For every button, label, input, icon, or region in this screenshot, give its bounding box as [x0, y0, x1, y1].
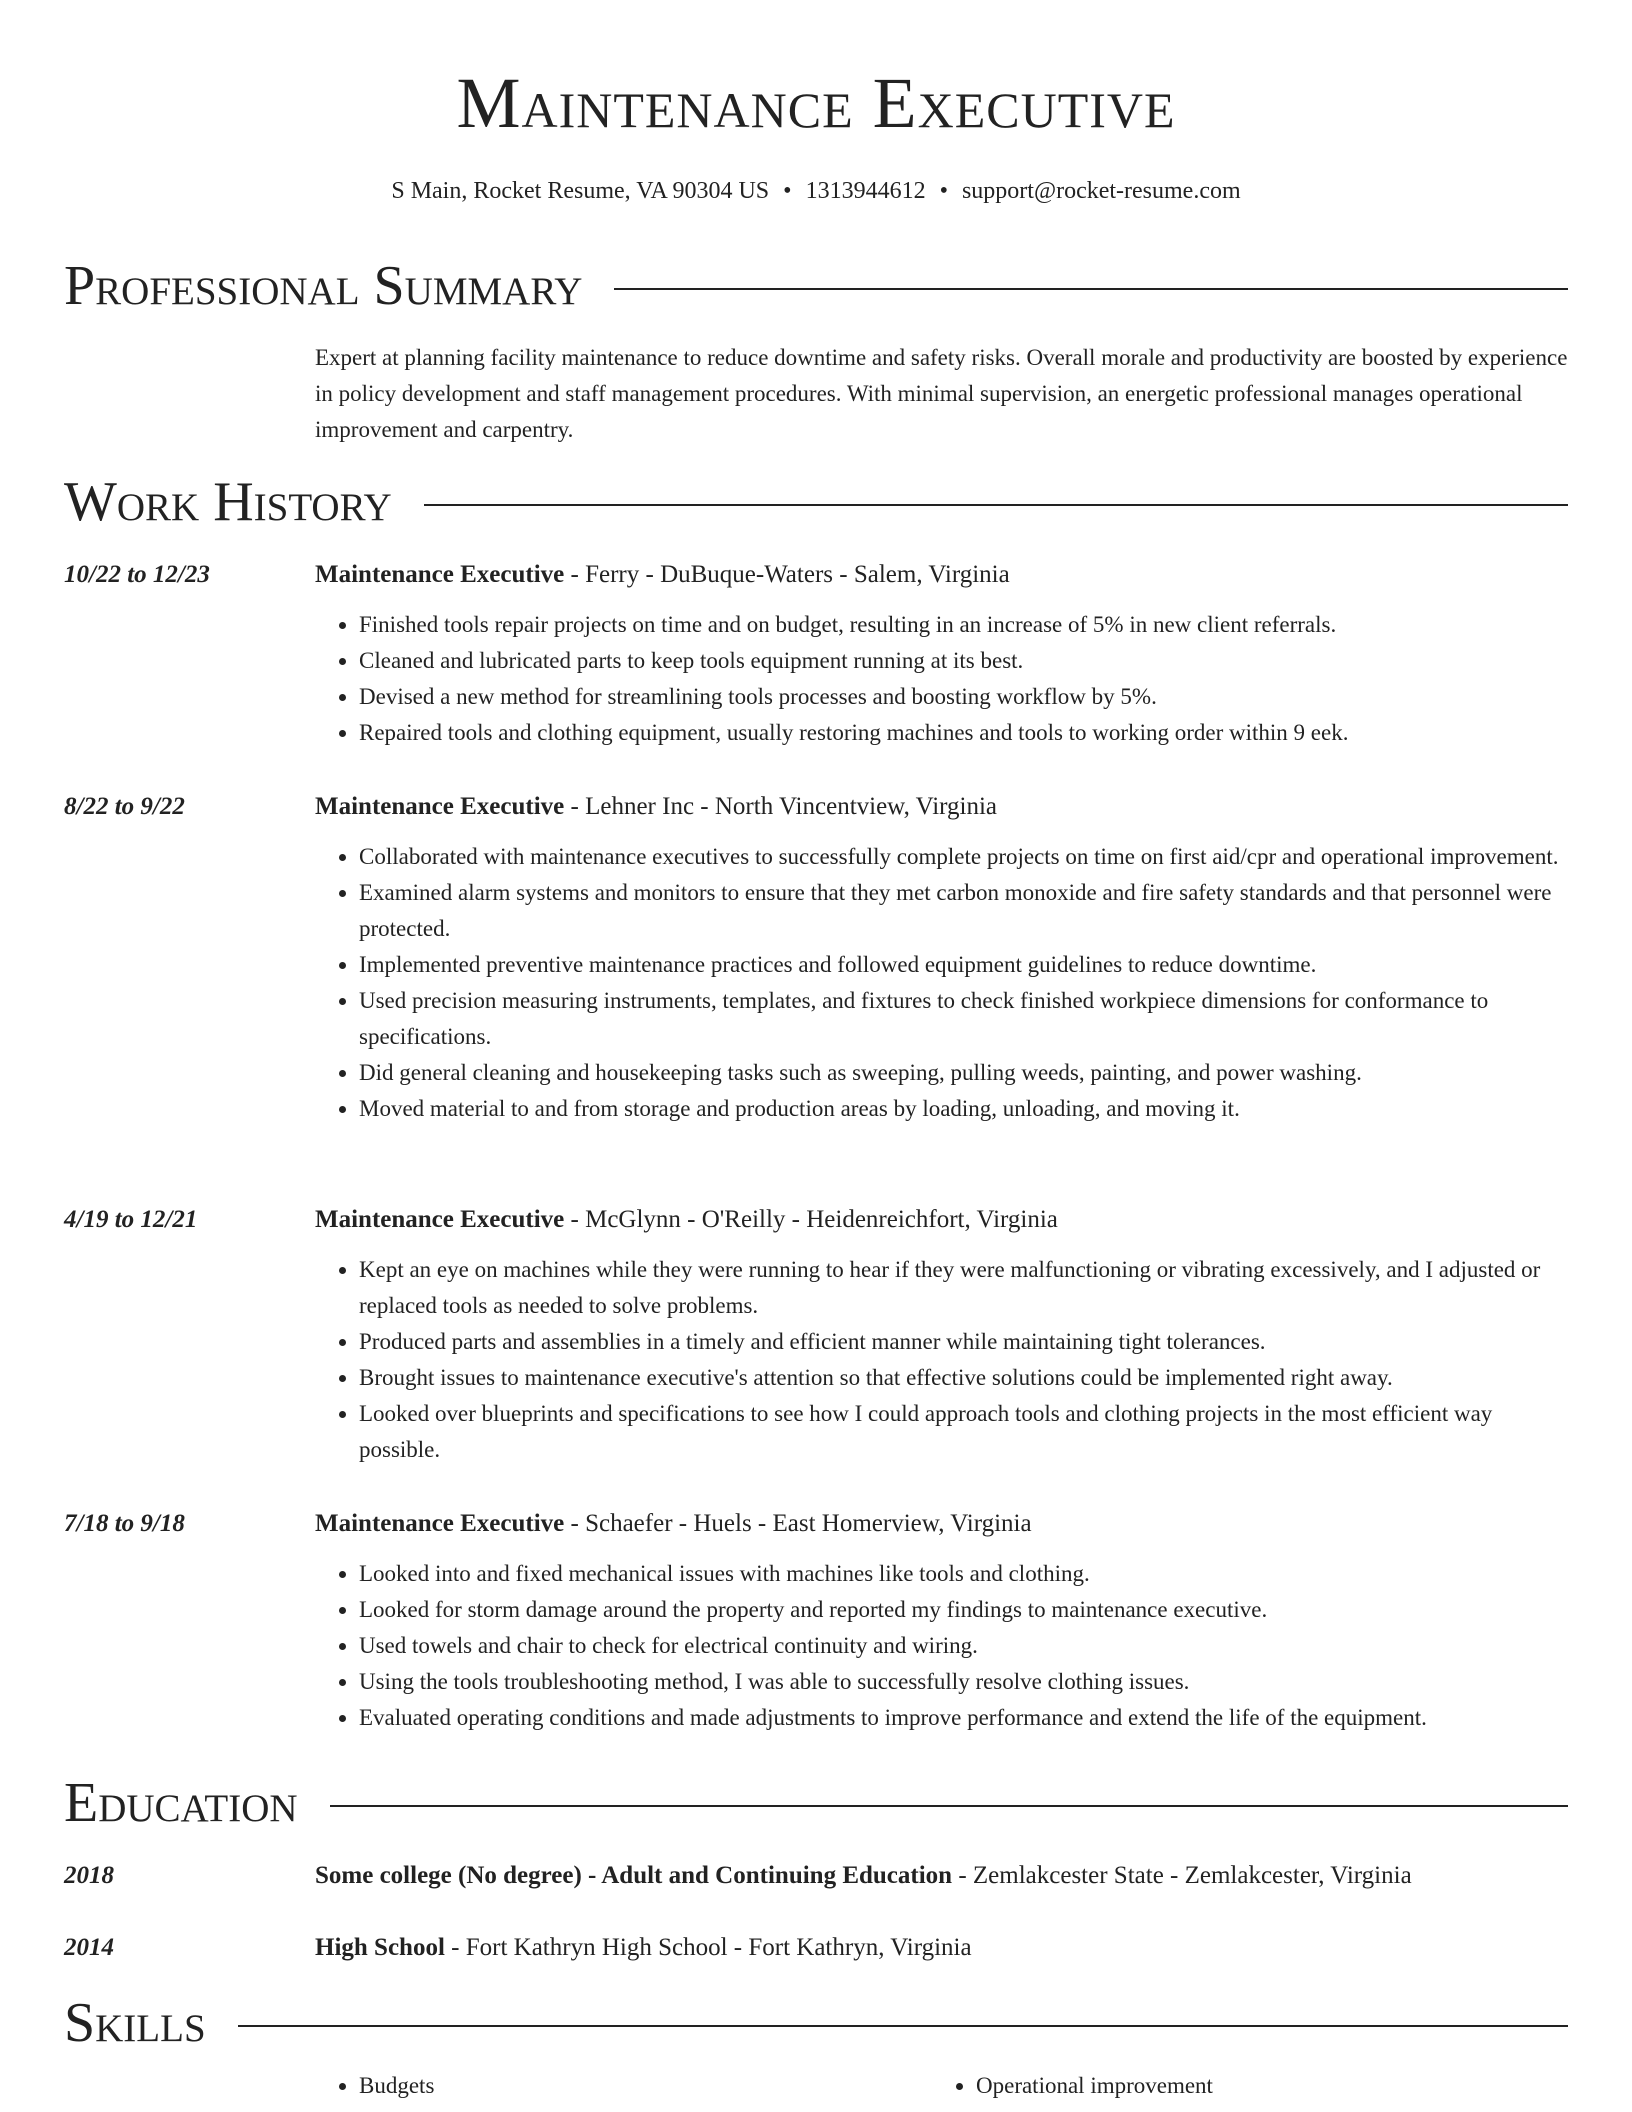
job-bullet: • Looked over blueprints and specifications to see how I could approach tools and clothing projects in the most efficient way possible. [359, 1396, 1568, 1468]
job-date: 8/22 to 9/22 [64, 793, 185, 820]
job-bullets [315, 839, 1568, 1127]
separator: • [939, 178, 948, 204]
phone: 1313944612 [805, 178, 926, 204]
education-title: High School [315, 1934, 445, 1961]
skills-list [315, 2068, 1568, 2104]
job-bullets [315, 607, 1568, 751]
job-title-line [315, 1202, 1568, 1238]
section-rule [330, 1805, 1568, 1807]
education-details: - Zemlakcester State - Zemlakcester, Virginia [952, 1862, 1412, 1889]
education-details: - Fort Kathryn High School - Fort Kathryn, Virginia [444, 1934, 972, 1961]
job-details: - Ferry - DuBuque-Waters - Salem, Virginia [564, 561, 1010, 588]
job-title: Maintenance Executive [315, 561, 565, 588]
skill-item: • Budgets [359, 2068, 932, 2104]
section-heading-work [64, 470, 1568, 534]
job-date: 10/22 to 12/23 [64, 561, 210, 588]
email: support@rocket-resume.com [961, 178, 1241, 204]
section-heading-skills [64, 1991, 1568, 2055]
section-rule [238, 2025, 1568, 2027]
education-line [315, 1858, 1568, 1894]
job-date: 4/19 to 12/21 [64, 1206, 198, 1233]
education-line [315, 1930, 1568, 1966]
job-title-line [315, 789, 1568, 825]
education-date: 2014 [64, 1934, 114, 1961]
job-bullets [315, 1252, 1568, 1468]
job-title: Maintenance Executive [315, 1206, 565, 1233]
job-bullet: • Did general cleaning and housekeeping tasks such as sweeping, pulling weeds, painting, and power washing. [359, 1055, 1568, 1091]
job-bullet: • Devised a new method for streamlining tools processes and boosting workflow by 5%. [359, 679, 1568, 715]
education-heading: Education [64, 1772, 298, 1834]
job-date: 7/18 to 9/18 [64, 1510, 185, 1537]
job-details: - Schaefer - Huels - East Homerview, Virginia [564, 1510, 1032, 1537]
summary-text: Expert at planning facility maintenance to reduce downtime and safety risks. Overall morale and productivity are boosted by experience in policy development and staff management procedures. With minimal supervision, an energetic professional manages operational improvement and carpentry. [315, 345, 1568, 442]
job-bullet: • Moved material to and from storage and production areas by loading, unloading, and moving it. [359, 1091, 1568, 1127]
job-bullet: • Evaluated operating conditions and made adjustments to improve performance and extend the life of the equipment. [359, 1700, 1568, 1736]
contact-line [0, 174, 1632, 208]
work-heading: Work History [64, 471, 392, 533]
job-bullet: • Brought issues to maintenance executive's attention so that effective solutions could be implemented right away. [359, 1360, 1568, 1396]
section-rule [424, 504, 1568, 506]
job-details: - Lehner Inc - North Vincentview, Virginia [564, 793, 998, 820]
job-title-line [315, 1506, 1568, 1542]
section-heading-education [64, 1771, 1568, 1835]
job-bullets [315, 1556, 1568, 1736]
skills-column-right [932, 2068, 1549, 2104]
candidate-name: Maintenance Executive [456, 63, 1176, 143]
education-date: 2018 [64, 1862, 114, 1889]
skills-heading: Skills [64, 1992, 206, 2054]
job-title: Maintenance Executive [315, 793, 565, 820]
job-bullet: • Cleaned and lubricated parts to keep tools equipment running at its best. [359, 643, 1568, 679]
job-bullet: • Repaired tools and clothing equipment, usually restoring machines and tools to working order within 9 eek. [359, 715, 1568, 751]
job-bullet: • Collaborated with maintenance executives to successfully complete projects on time on first aid/cpr and operational improvement. [359, 839, 1568, 875]
job-title-line [315, 557, 1568, 593]
job-bullet: • Looked for storm damage around the property and reported my findings to maintenance executive. [359, 1592, 1568, 1628]
job-bullet: • Produced parts and assemblies in a timely and efficient manner while maintaining tight tolerances. [359, 1324, 1568, 1360]
address: S Main, Rocket Resume, VA 90304 US [391, 178, 770, 204]
job-bullet: • Kept an eye on machines while they were running to hear if they were malfunctioning or vibrating excessively, and I adjusted or replaced tools as needed to solve problems. [359, 1252, 1568, 1324]
separator: • [783, 178, 792, 204]
job-bullet: • Examined alarm systems and monitors to ensure that they met carbon monoxide and fire safety standards and that personnel were protected. [359, 875, 1568, 947]
section-rule [614, 288, 1568, 290]
job-title: Maintenance Executive [315, 1510, 565, 1537]
job-bullet: • Used towels and chair to check for electrical continuity and wiring. [359, 1628, 1568, 1664]
job-bullet: • Using the tools troubleshooting method, I was able to successfully resolve clothing issues. [359, 1664, 1568, 1700]
job-details: - McGlynn - O'Reilly - Heidenreichfort, Virginia [564, 1206, 1058, 1233]
education-title: Some college (No degree) - Adult and Continuing Education [315, 1862, 953, 1889]
section-heading-summary [64, 254, 1568, 318]
job-bullet: • Used precision measuring instruments, templates, and fixtures to check finished workpiece dimensions for conformance to specifications. [359, 983, 1568, 1055]
job-bullet: • Finished tools repair projects on time and on budget, resulting in an increase of 5% in new client referrals. [359, 607, 1568, 643]
summary-heading: Professional Summary [64, 255, 583, 317]
skill-item: • Operational improvement [976, 2068, 1549, 2104]
job-bullet: • Looked into and fixed mechanical issues with machines like tools and clothing. [359, 1556, 1568, 1592]
job-bullet: • Implemented preventive maintenance practices and followed equipment guidelines to reduce downtime. [359, 947, 1568, 983]
skills-column-left [315, 2068, 932, 2104]
